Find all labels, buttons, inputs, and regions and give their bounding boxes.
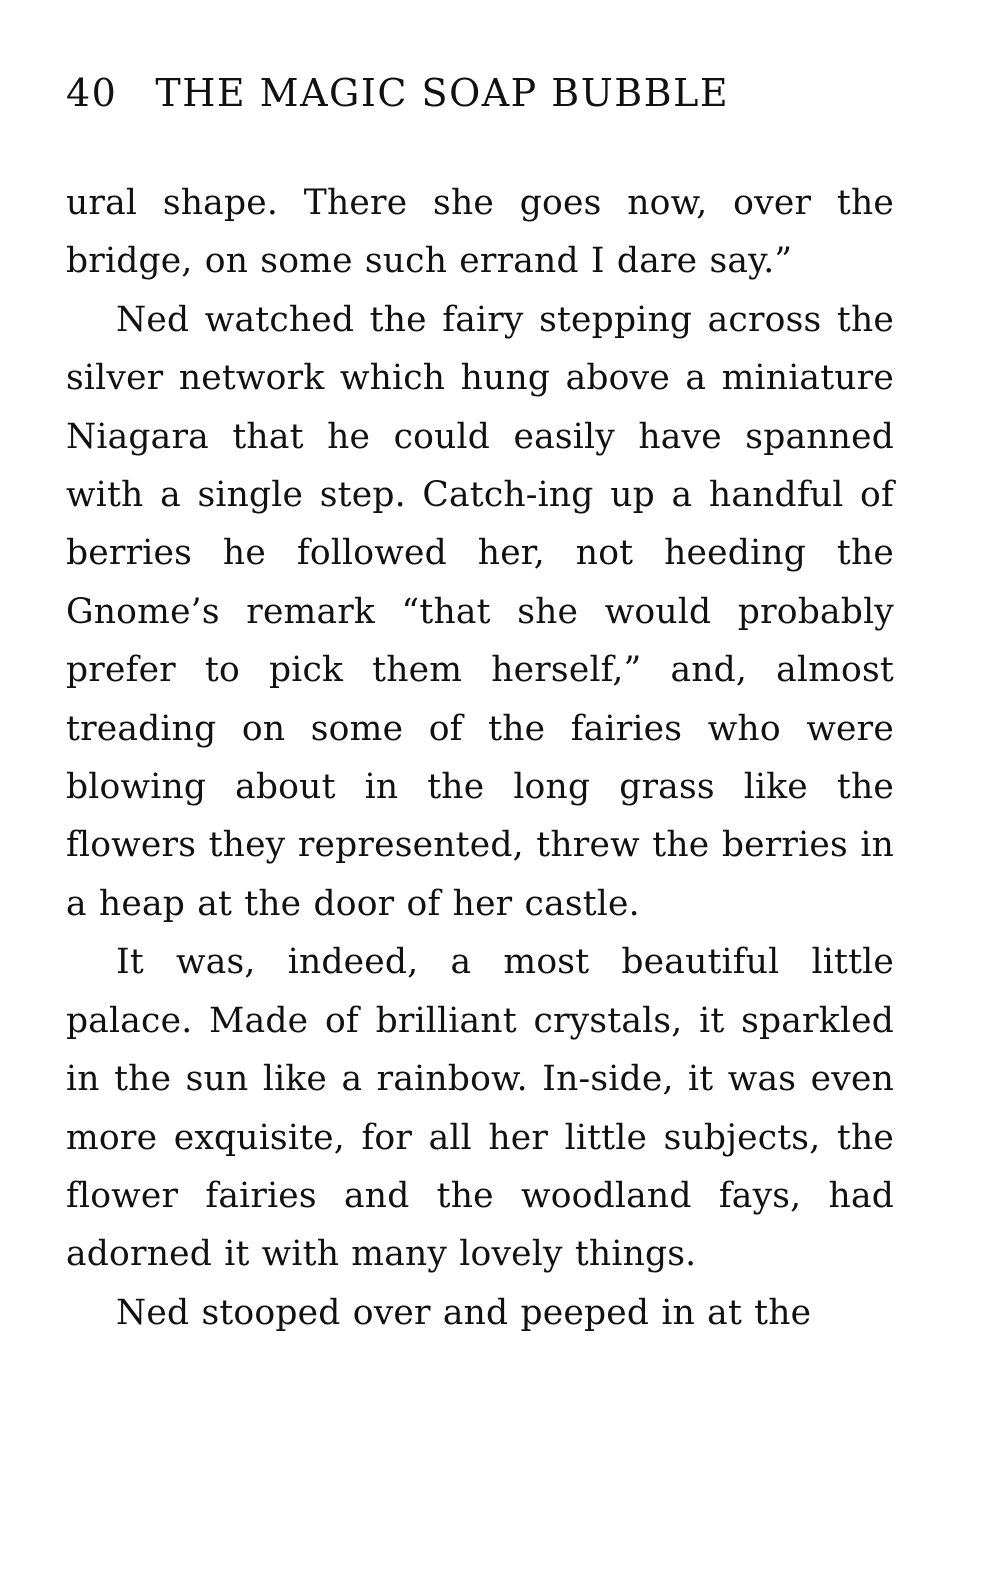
paragraph-continuation: ural shape. There she goes now, over the bridge, on some such errand I dare say.” <box>66 183 894 282</box>
paragraph: Ned watched the fairy stepping across the silver network which hung above a miniature Niagara that he could easily have spanned with a single step. Catch-ing up a handful of berries he followed her, not heeding the Gnome’s remark “that she would probably prefer to pick them herself,” and, almost treading on some of the fairies who were blowing about in the long grass like the flowers they represented, threw the berries in a heap at the door of her castle. <box>66 299 894 924</box>
book-title: THE MAGIC SOAP BUBBLE <box>155 71 730 115</box>
book-page <box>66 71 894 1342</box>
running-head <box>66 71 894 134</box>
page-number: 40 <box>66 71 118 115</box>
paragraph: It was, indeed, a most beautiful little palace. Made of brilliant crystals, it sparkled in the sun like a rainbow. In-side, it was even more exquisite, for all her little subjects, the flower fairies and the woodland fays, had adorned it with many lovely things. <box>66 942 894 1275</box>
paragraph: Ned stooped over and peeped in at the <box>116 1292 812 1333</box>
body-text <box>66 174 894 1342</box>
